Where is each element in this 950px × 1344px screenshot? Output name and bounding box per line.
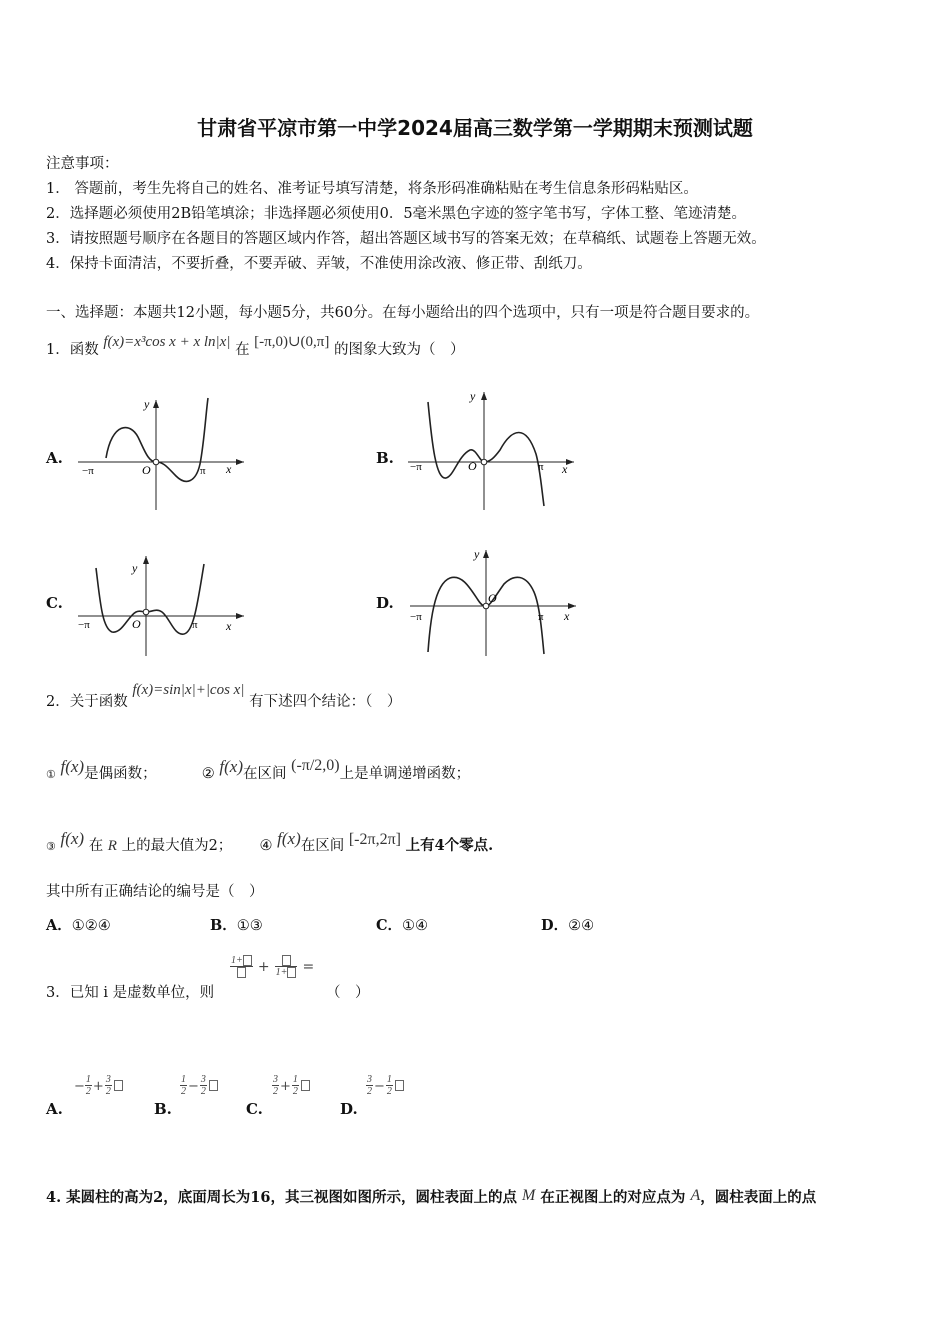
- pi-label: π: [192, 619, 198, 631]
- origin-label: O: [468, 459, 477, 473]
- origin-label: O: [132, 617, 141, 631]
- q3-option-expression: $\frac{3}{2}$ − $\frac{1}{2}$: [366, 1074, 404, 1097]
- notice-item: 1． 答题前，考生先将自己的姓名、准考证号填写清楚，将条形码准确粘贴在考生信息条形码粘贴区。: [46, 181, 698, 197]
- pi-label: π: [200, 465, 206, 477]
- q3-option-expression: − $\frac{1}{2}$ + $\frac{3}{2}$: [74, 1074, 123, 1097]
- q4-pre: 4. 某圆柱的高为2，底面周长为16，其三视图如图所示，圆柱表面上的点: [46, 1189, 517, 1206]
- q2-option-b: B．①③: [210, 917, 263, 934]
- q1-graph-b: [402, 384, 582, 512]
- q3-option-label: D.: [340, 1100, 358, 1118]
- q4-mid: 在正视图上的对应点为: [540, 1189, 686, 1206]
- q2-s3-text: 上的最大值为2；: [121, 838, 233, 854]
- axis-y-label: y: [470, 389, 476, 403]
- q2-s2-f: f(x): [219, 757, 243, 776]
- q2-ask: 其中所有正确结论的编号是（ ）: [46, 884, 264, 900]
- origin-label: O: [142, 463, 151, 477]
- notice-item: 3．请按照题号顺序在各题目的答题区域内作答，超出答题区域书写的答案无效；在草稿纸、试题卷上答题无效。: [46, 231, 766, 247]
- q3-option-label: B.: [154, 1100, 172, 1118]
- q2-s1-f: f(x): [60, 757, 85, 776]
- q2-pre: 2．关于函数: [46, 694, 128, 710]
- q3-option-label: A.: [46, 1100, 63, 1118]
- axis-x-label: x: [562, 462, 568, 476]
- q2-s4-f: f(x): [277, 829, 301, 848]
- neg-pi-label: −π: [78, 619, 90, 631]
- q2-post: 有下述四个结论：（ ）: [249, 694, 402, 710]
- neg-pi-label: −π: [410, 461, 422, 473]
- q4-point-A: A: [690, 1187, 701, 1204]
- axis-y-label: y: [132, 561, 138, 575]
- q2-s3-mark: ③: [46, 840, 56, 853]
- q2-s2-interval: (-π/2,0): [291, 757, 340, 774]
- neg-pi-label: −π: [82, 465, 94, 477]
- q3-post: （ ）: [326, 985, 370, 1001]
- q2-line: [46, 682, 402, 711]
- axis-x-label: x: [226, 619, 232, 633]
- q2-s2-text: 上是单调递增函数；: [339, 766, 471, 782]
- q1-option-c-label: C.: [46, 594, 63, 612]
- q4-post: ，圆柱表面上的点: [700, 1189, 817, 1206]
- notice-item: 4．保持卡面清洁，不要折叠，不要弄破、弄皱，不准使用涂改液、修正带、刮纸刀。: [46, 256, 592, 272]
- notice-heading: 注意事项：: [46, 156, 119, 172]
- q3-option-expression: $\frac{1}{2}$ − $\frac{3}{2}$: [180, 1074, 218, 1097]
- notice-item: 2．选择题必须使用2B铅笔填涂；非选择题必须使用0．5毫米黑色字迹的签字笔书写，字体工整、笔迹清楚。: [46, 206, 747, 222]
- axis-x-label: x: [564, 609, 570, 623]
- q2-s4-mark: ④: [259, 838, 273, 854]
- q2-s3-R: R: [107, 838, 117, 854]
- q2-statements-row2: [46, 829, 494, 855]
- q3-option-expression: $\frac{3}{2}$ + $\frac{1}{2}$: [272, 1074, 310, 1097]
- q2-option-c: C．①④: [376, 917, 429, 934]
- q2-s4-mid: 在区间: [300, 838, 345, 854]
- pi-label: π: [538, 611, 544, 623]
- q2-s4-interval: [-2π,2π]: [348, 831, 401, 848]
- q2-s4-text: 上有4个零点.: [405, 837, 494, 854]
- q2-s3-f: f(x): [60, 829, 85, 848]
- q1-pre: 1．函数: [46, 342, 99, 358]
- q1-post: 的图象大致为（ ）: [333, 342, 465, 358]
- pi-label: π: [538, 461, 544, 473]
- q1-option-a-label: A.: [46, 449, 63, 467]
- q2-option-d: D．②④: [541, 917, 595, 934]
- q2-s2-mid: 在区间: [243, 766, 287, 782]
- q1-interval: [-π,0)∪(0,π]: [254, 334, 330, 350]
- page-title: 甘肃省平凉市第一中学2024届高三数学第一学期期末预测试题: [197, 116, 753, 140]
- section-heading: 一、选择题：本题共12小题，每小题5分，共60分。在每小题给出的四个选项中，只有一项是符合题目要求的。: [46, 305, 760, 321]
- q2-s1-text: 是偶函数；: [84, 766, 157, 782]
- axis-y-label: y: [474, 547, 480, 561]
- axis-y-label: y: [144, 397, 150, 411]
- origin-label: O: [488, 591, 497, 605]
- q4-point-M: M: [522, 1187, 536, 1204]
- axis-x-label: x: [226, 462, 232, 476]
- q1-graph-d: [404, 544, 584, 660]
- q1-option-d-label: D.: [376, 594, 394, 612]
- q1-graph-c: [72, 550, 252, 660]
- q1-graph-a: [72, 392, 252, 512]
- q2-option-a: A．①②④: [46, 917, 111, 934]
- q2-statements-row1: [46, 757, 471, 783]
- q1-formula: f(x)=x³cos x + x ln|x|: [103, 334, 231, 350]
- q2-s3-mid: 在: [88, 838, 104, 854]
- q4-line: [46, 1186, 816, 1207]
- q3-expression: 1+ + 1+ =: [231, 955, 315, 979]
- q2-s2-mark: ②: [201, 766, 215, 782]
- neg-pi-label: −π: [410, 611, 422, 623]
- q3-pre: 3．已知 i 是虚数单位，则: [46, 985, 215, 1001]
- q2-formula: f(x)=sin|x|+|cos x|: [132, 682, 245, 698]
- q1-option-b-label: B.: [376, 449, 394, 467]
- q2-s1-mark: ①: [46, 768, 56, 781]
- q3-option-label: C.: [246, 1100, 263, 1118]
- q1-mid: 在: [235, 342, 250, 358]
- q1-line: [46, 334, 465, 359]
